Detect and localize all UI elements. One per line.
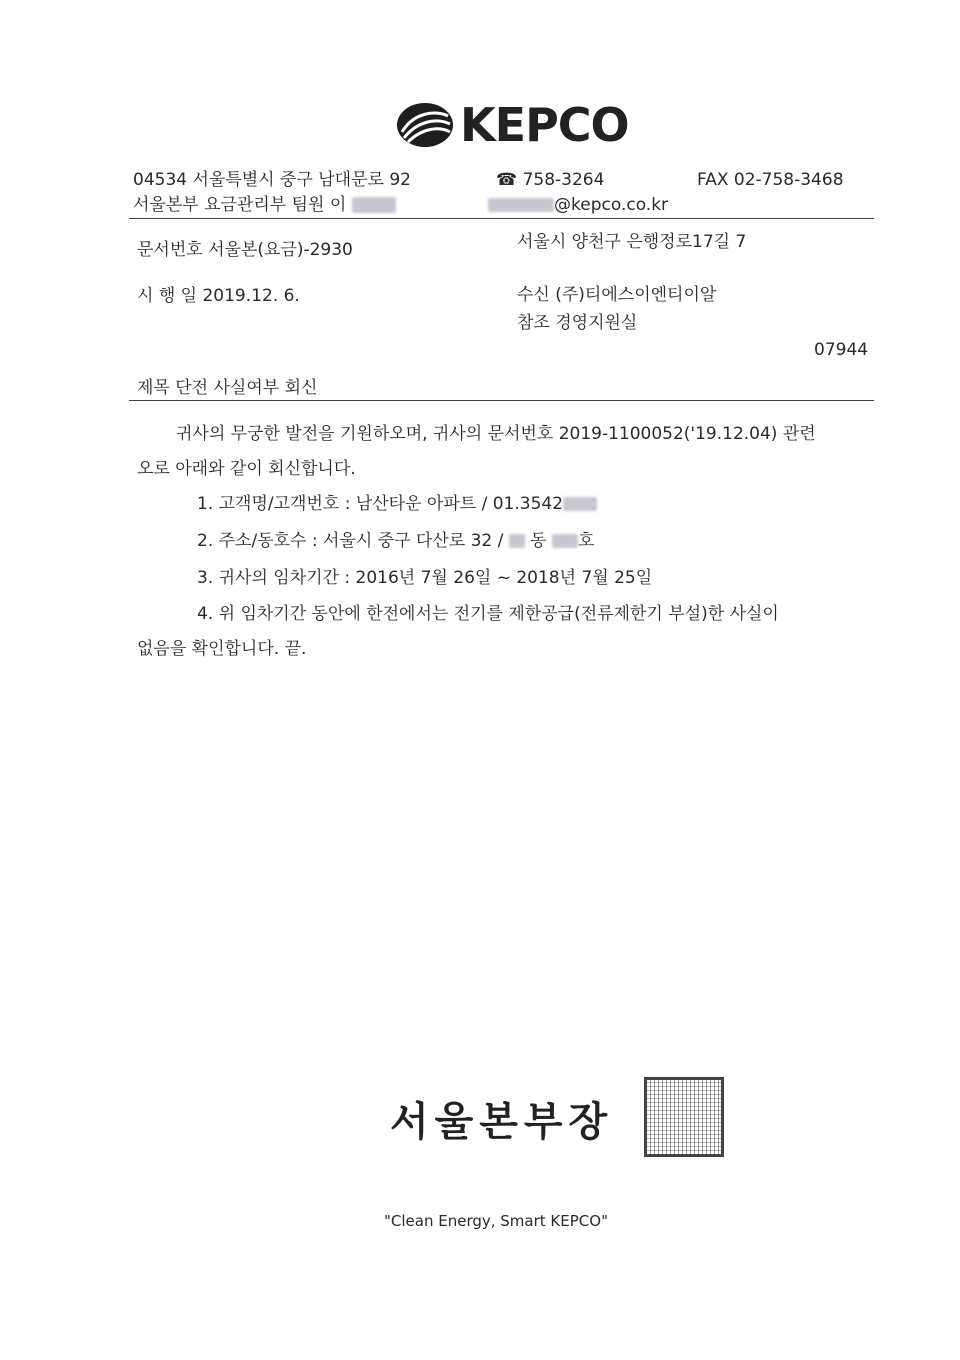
sender-department	[133, 195, 396, 215]
document-number: 문서번호 서울본(요금)-2930	[137, 240, 353, 260]
item-confirmation-line-1: 4. 위 임차기간 동안에 한전에서는 전기를 제한공급(전류제한기 부설)한 사실이	[197, 604, 779, 624]
item-confirmation-line-2: 없음을 확인합니다. 끝.	[137, 639, 307, 659]
department-text: 서울본부 요금관리부 팀원 이	[133, 195, 347, 215]
phone-number: 758-3264	[522, 170, 605, 190]
email-domain: @kepco.co.kr	[554, 195, 669, 215]
issue-date: 시 행 일 2019.12. 6.	[137, 286, 300, 306]
redacted-name	[352, 197, 396, 213]
header-divider	[129, 218, 874, 219]
intro-line-1: 귀사의 무궁한 발전을 기원하오며, 귀사의 문서번호 2019-1100052('19.12.04) 관련	[176, 424, 816, 444]
item-address	[197, 531, 594, 551]
item-address-ho: 호	[578, 531, 595, 551]
redacted-customer-number	[563, 497, 597, 511]
signature-title: 서울본부장	[390, 1098, 614, 1145]
phone-line	[496, 170, 604, 190]
redacted-ho	[552, 534, 578, 548]
redacted-dong	[509, 534, 525, 548]
item-customer	[197, 494, 597, 514]
official-seal-stamp-icon	[644, 1077, 724, 1157]
postal-code: 07944	[814, 340, 869, 360]
subject-line: 제목 단전 사실여부 회신	[137, 378, 318, 398]
sender-address: 04534 서울특별시 중구 남대문로 92	[133, 170, 411, 190]
reference: 참조 경영지원실	[517, 313, 638, 333]
item-lease-period: 3. 귀사의 임차기간 : 2016년 7월 26일 ~ 2018년 7월 25일	[197, 568, 653, 588]
kepco-logo	[396, 98, 636, 154]
subject-divider	[129, 400, 874, 401]
item-customer-text: 1. 고객명/고객번호 : 남산타운 아파트 / 01.3542	[197, 494, 564, 514]
kepco-logo-text: KEPCO	[460, 98, 629, 152]
kepco-swirl-logo-icon	[396, 102, 454, 148]
recipient-address: 서울시 양천구 은행정로17길 7	[517, 232, 747, 252]
item-address-dong: 동	[530, 531, 547, 551]
footer-slogan: "Clean Energy, Smart KEPCO"	[384, 1212, 608, 1230]
item-address-text: 2. 주소/동호수 : 서울시 중구 다산로 32 /	[197, 531, 504, 551]
sender-email	[488, 195, 668, 215]
fax-number: FAX 02-758-3468	[697, 170, 844, 190]
intro-line-2: 오로 아래와 같이 회신합니다.	[137, 459, 356, 479]
recipient: 수신 (주)티에스이엔티이알	[517, 285, 717, 305]
redacted-email-user	[488, 198, 554, 212]
telephone-icon: ☎	[496, 170, 518, 190]
